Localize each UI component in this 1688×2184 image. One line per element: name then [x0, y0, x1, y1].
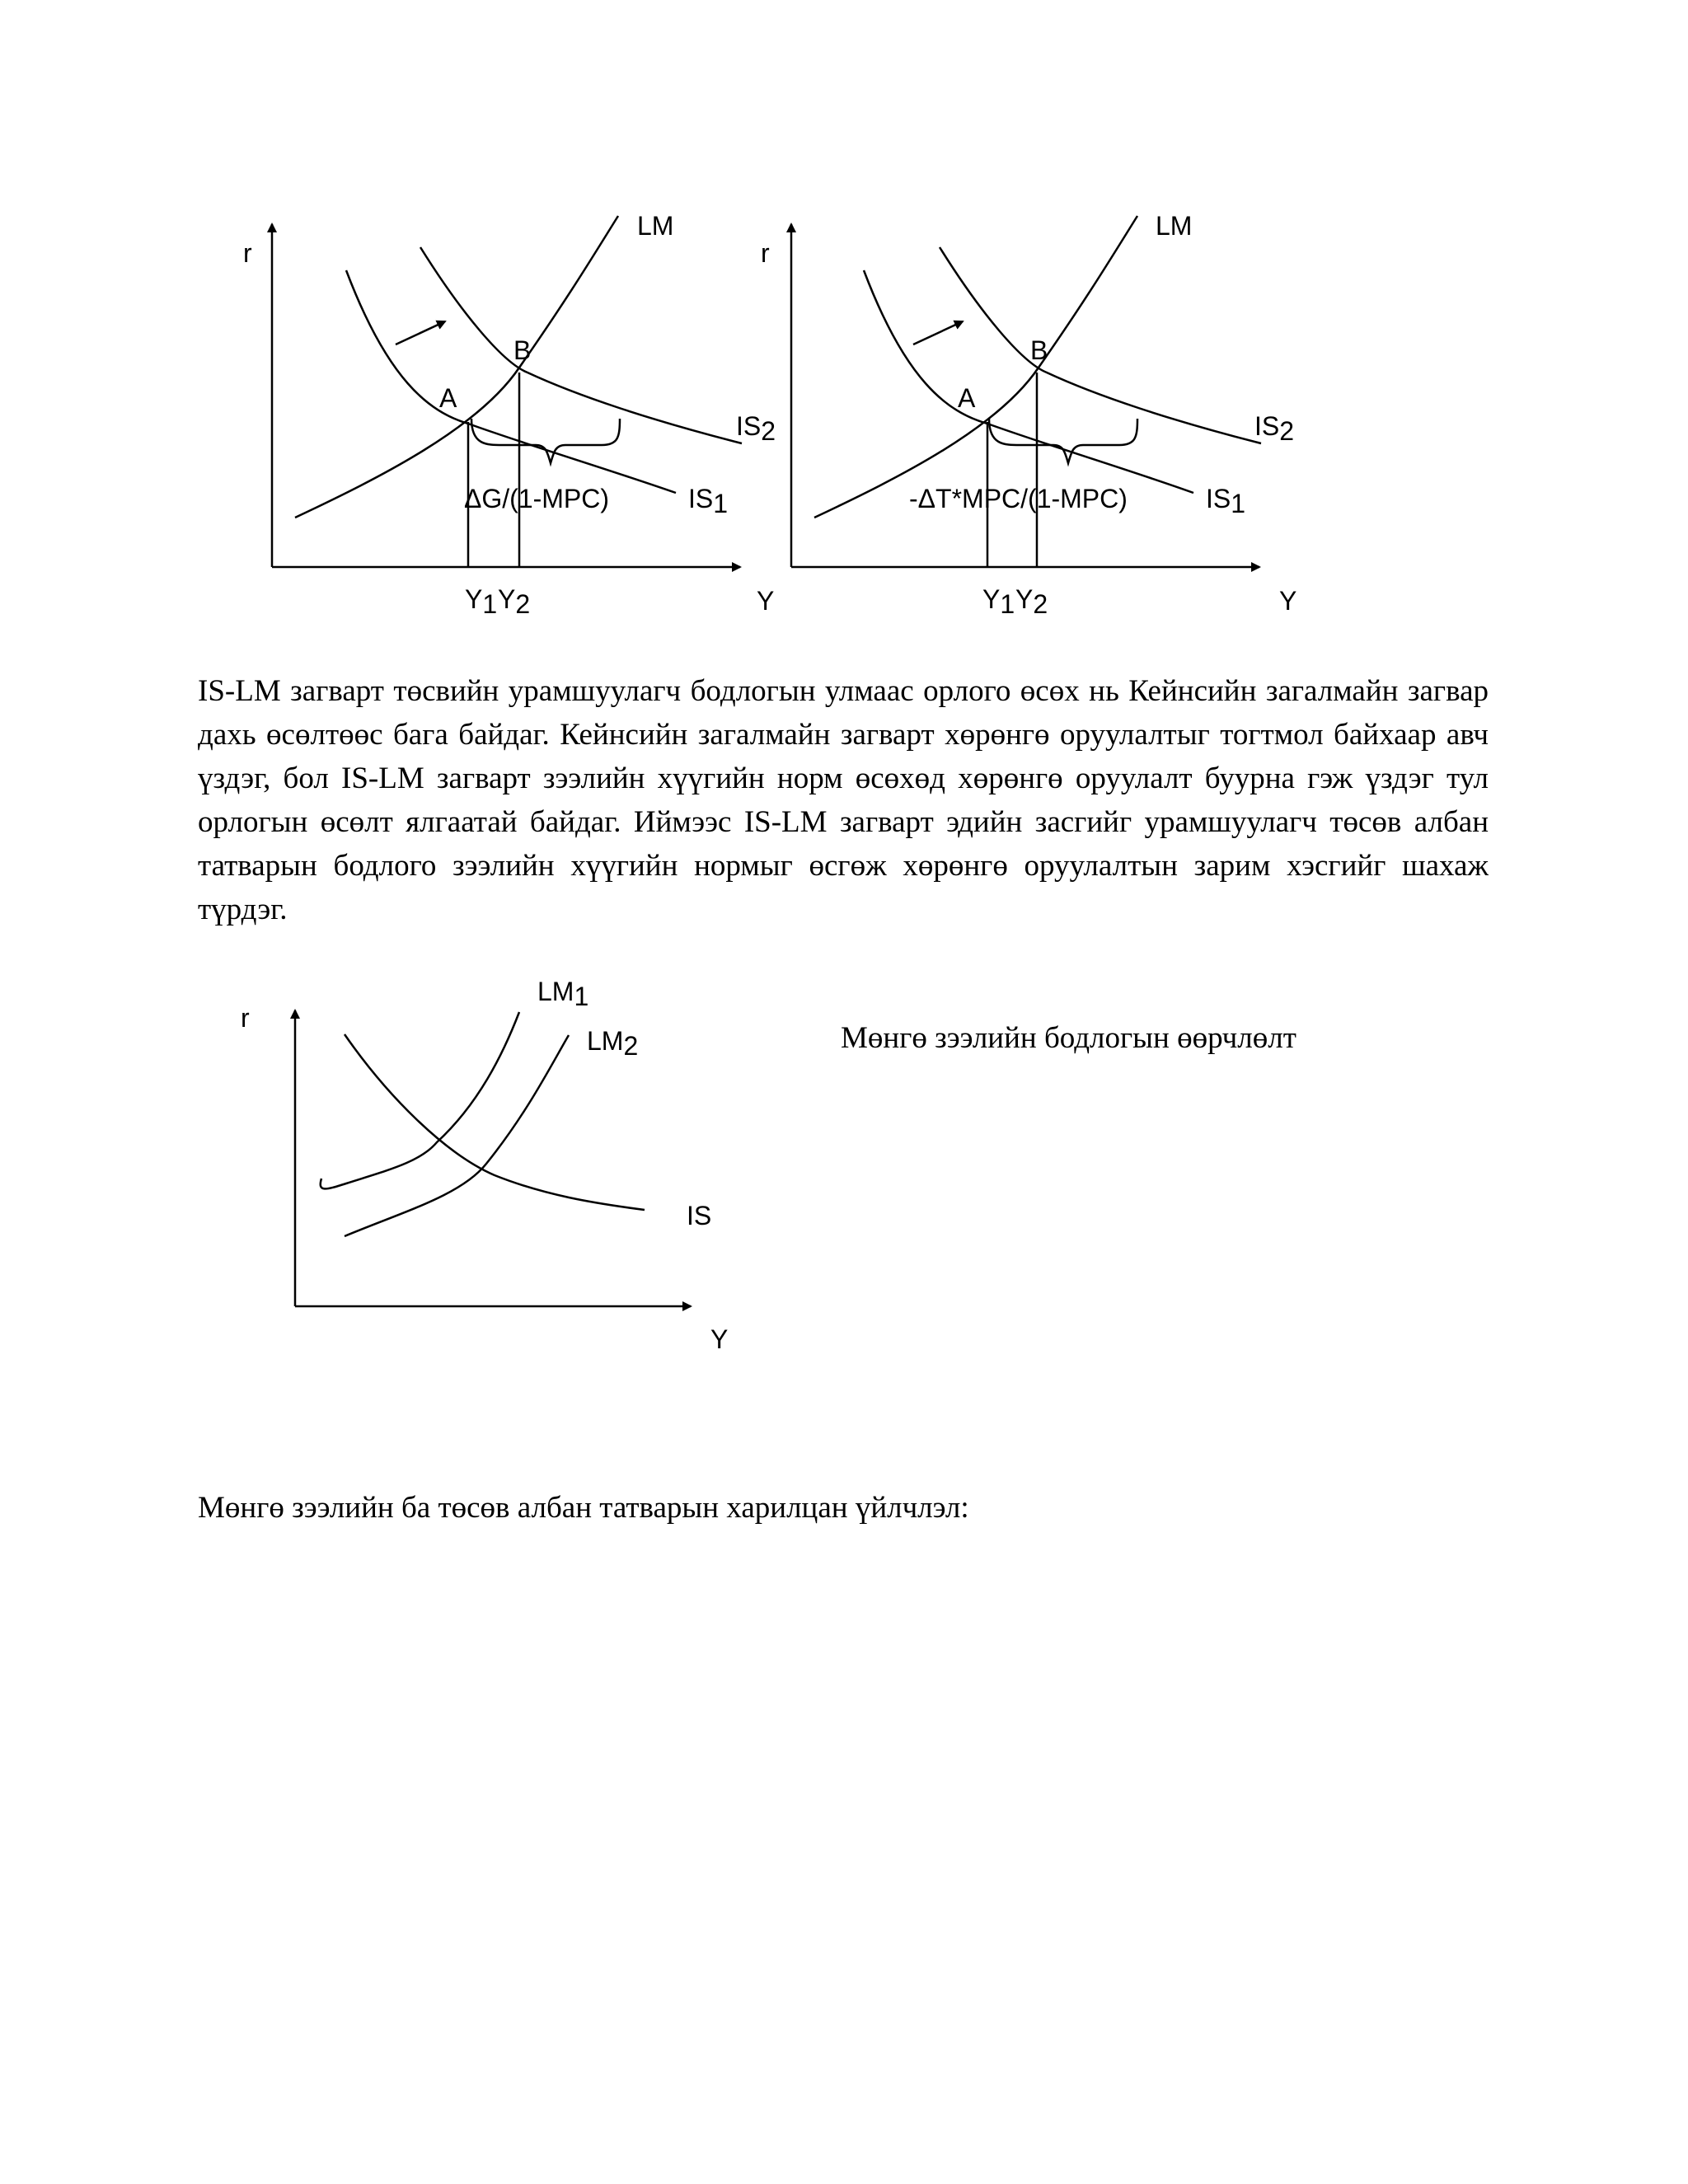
point-b-label: B	[1030, 335, 1048, 365]
lm2-curve	[345, 1035, 569, 1236]
point-a-label: A	[439, 383, 457, 413]
x-axis-label: Y	[1279, 586, 1297, 616]
point-b-label: B	[513, 335, 532, 365]
is1-label: IS1	[688, 484, 729, 518]
lm-label: LM	[637, 211, 674, 241]
x-axis-label: Y	[710, 1324, 729, 1354]
y-axis-label: r	[243, 238, 252, 268]
lm1-label: LM1	[537, 977, 589, 1011]
y1-label: Y1	[465, 584, 498, 619]
lm-curve	[295, 216, 618, 518]
multiplier-brace	[471, 419, 620, 463]
is2-label: IS2	[736, 411, 776, 446]
is-label: IS	[687, 1201, 712, 1230]
body-paragraph: IS-LM загварт төсвийн урамшуулагч бодлогын улмаас орлого өсөх нь Кейнсийн загалмайн загвар дахь өсөлтөөс бага байдаг. Кейнсийн загалмайн загварт хөрөнгө оруулалтыг тогтмол байхаар авч үздэг, бол IS-LM загварт зээлийн хүүгийн норм өсөхөд хөрөнгө оруулалт буурна гэж үздэг тул орлогын өсөлт ялгаатай байдаг. Иймээс IS-LM загварт эдийн засгийг урамшуулагч төсөв албан татварын бодлого зээлийн хүүгийн нормыг өсгөж хөрөнгө оруулалтын зарим хэсгийг шахаж түрдэг.	[198, 674, 1489, 926]
x-axis-label: Y	[757, 586, 775, 616]
y2-label: Y2	[498, 584, 531, 619]
point-a-label: A	[958, 383, 976, 413]
is1-curve	[346, 270, 676, 493]
shift-arrow	[396, 321, 445, 344]
interaction-heading: Мөнгө зээлийн ба төсөв албан татварын харилцан үйлчлэл:	[198, 1491, 969, 1525]
monetary-policy-caption: Мөнгө зээлийн бодлогын өөрчлөлт	[841, 1021, 1296, 1055]
lm-curve	[814, 216, 1137, 518]
shift-arrow	[913, 321, 963, 344]
is1-label: IS1	[1206, 484, 1246, 518]
y-axis-label: r	[241, 1003, 250, 1033]
multiplier-brace	[989, 419, 1137, 463]
multiplier-label: ΔG/(1-MPC)	[464, 484, 610, 513]
y-axis-label: r	[761, 238, 770, 268]
lm-label: LM	[1156, 211, 1193, 241]
lm1-curve	[321, 1012, 519, 1188]
lm2-label: LM2	[587, 1026, 639, 1061]
is-curve	[345, 1034, 645, 1210]
tax-policy-diagram	[791, 216, 1261, 567]
fiscal-policy-diagram	[272, 216, 742, 567]
multiplier-label: -ΔT*MPC/(1-MPC)	[909, 484, 1128, 513]
y2-label: Y2	[1015, 584, 1048, 619]
is2-label: IS2	[1254, 411, 1295, 446]
y1-label: Y1	[982, 584, 1015, 619]
